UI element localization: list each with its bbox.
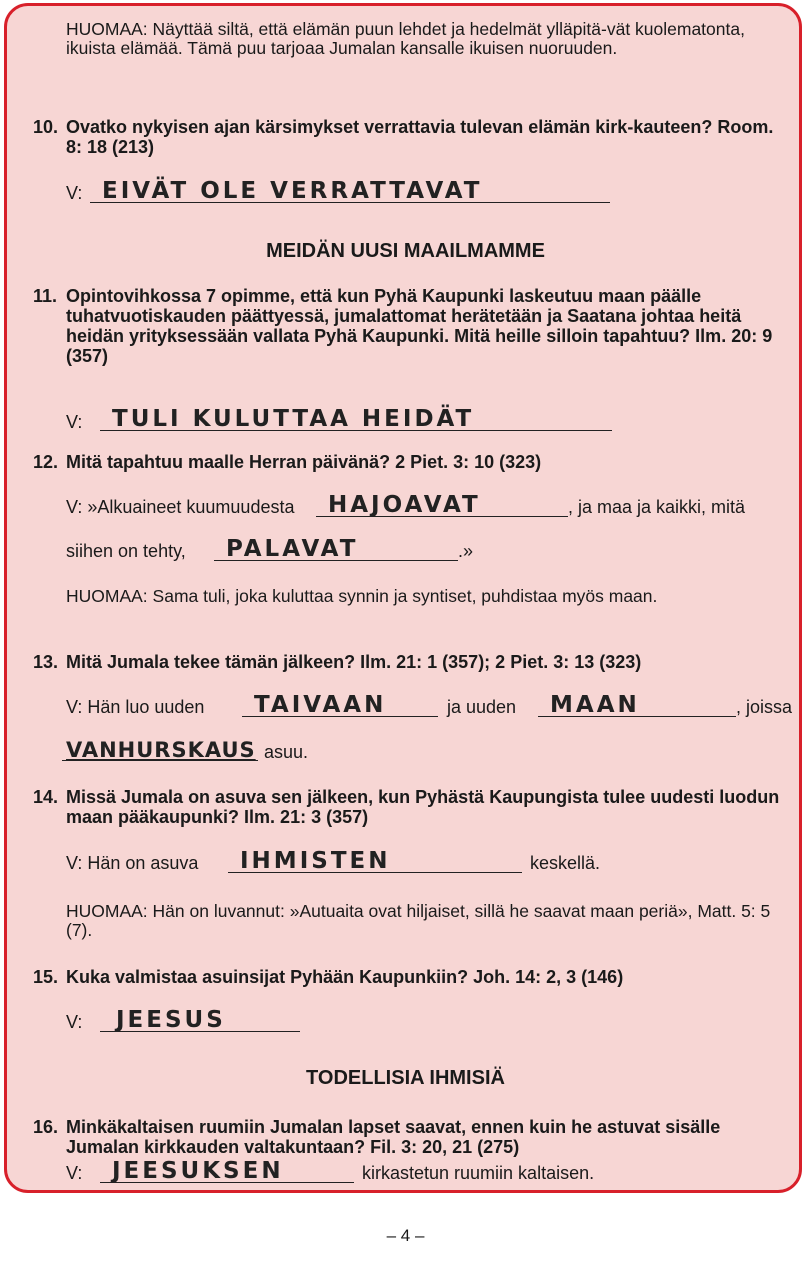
answer-text: , ja maa ja kaikki, mitä xyxy=(568,497,746,517)
answer-label: V: xyxy=(66,1012,83,1032)
question-number: 14. xyxy=(33,787,59,807)
answer-text: keskellä. xyxy=(530,853,601,873)
handwritten-answer: TULI KULUTTAA HEIDÄT xyxy=(112,406,475,432)
question-13 xyxy=(33,652,780,672)
question-number: 13. xyxy=(33,652,59,672)
answer-text: kirkastetun ruumiin kaltaisen. xyxy=(362,1163,595,1183)
handwritten-answer: HAJOAVAT xyxy=(328,492,481,518)
question-text: Mitä tapahtuu maalle Herran päivänä? 2 Piet. 3: 10 (323) xyxy=(66,452,542,472)
question-12 xyxy=(33,452,778,472)
handwritten-answer: VANHURSKAUS xyxy=(66,738,256,762)
answer-field[interactable] xyxy=(100,404,612,431)
question-text: Mitä Jumala tekee tämän jälkeen? Ilm. 21: 1 (357); 2 Piet. 3: 13 (323) xyxy=(66,652,642,672)
question-text: Ovatko nykyisen ajan kärsimykset verrattavia tulevan elämän kirk-kauteen? Room. 8: 18 (213) xyxy=(66,117,774,157)
question-number: 10. xyxy=(33,117,59,137)
question-text: Minkäkaltaisen ruumiin Jumalan lapset saavat, ennen kuin he astuvat sisälle Jumalan kirkkauden valtakuntaan? Fil. 3: 20, 21 (275) xyxy=(66,1117,721,1157)
answer-text: siihen on tehty, xyxy=(66,541,186,561)
answer-field[interactable] xyxy=(90,176,610,203)
question-10 xyxy=(33,117,778,157)
question-text: Kuka valmistaa asuinsijat Pyhään Kaupunkiin? Joh. 14: 2, 3 (146) xyxy=(66,967,624,987)
answer-field[interactable] xyxy=(316,490,568,517)
answer-text: .» xyxy=(458,541,474,561)
question-number: 15. xyxy=(33,967,59,987)
answer-text: V: »Alkuaineet kuumuudesta xyxy=(66,497,295,517)
handwritten-answer: PALAVAT xyxy=(226,536,359,562)
handwritten-answer: TAIVAAN xyxy=(254,692,387,718)
question-15 xyxy=(33,967,780,987)
question-number: 16. xyxy=(33,1117,59,1137)
handwritten-answer: MAAN xyxy=(550,692,640,718)
answer-field[interactable] xyxy=(228,846,522,873)
answer-label: V: xyxy=(66,183,83,203)
section-heading: TODELLISIA IHMISIÄ xyxy=(306,1067,505,1089)
question-number: 12. xyxy=(33,452,59,472)
answer-label: V: xyxy=(66,1163,83,1183)
answer-field[interactable] xyxy=(62,734,258,761)
question-text: Opintovihkossa 7 opimme, että kun Pyhä Kaupunki laskeutuu maan päälle tuhatvuotiskauden päättyessä, jumalattomat herätetään ja Saatana johtaa heitä heidän yrityksessään vallata Pyhä Kaupunki. Mitä heille silloin tapahtuu? Ilm. 20: 9 (357) xyxy=(66,286,773,366)
answer-text: asuu. xyxy=(264,742,309,762)
handwritten-answer: IHMISTEN xyxy=(240,848,391,874)
answer-label: V: xyxy=(66,412,83,432)
answer-text: V: Hän on asuva xyxy=(66,853,199,873)
answer-text: V: Hän luo uuden xyxy=(66,697,205,717)
question-14 xyxy=(33,787,780,827)
handwritten-answer: JEESUKSEN xyxy=(112,1158,284,1184)
answer-field[interactable] xyxy=(100,1005,300,1032)
answer-field[interactable] xyxy=(100,1156,354,1183)
note-tree-of-life: HUOMAA: Näyttää siltä, että elämän puun lehdet ja hedelmät ylläpitä-vät kuolematonta, ikuista elämää. Tämä puu tarjoaa Jumalan kansalle ikuisen nuoruuden. xyxy=(66,19,745,58)
section-heading: MEIDÄN UUSI MAAILMAMME xyxy=(266,240,545,262)
answer-text: , joissa xyxy=(736,697,793,717)
question-11 xyxy=(33,286,780,366)
answer-text: ja uuden xyxy=(447,697,517,717)
answer-field[interactable] xyxy=(242,690,438,717)
handwritten-answer: EIVÄT OLE VERRATTAVAT xyxy=(102,178,483,204)
question-text: Missä Jumala on asuva sen jälkeen, kun Pyhästä Kaupungista tulee uudesti luodun maan pääkaupunki? Ilm. 21: 3 (357) xyxy=(66,787,780,827)
answer-field[interactable] xyxy=(214,534,458,561)
question-number: 11. xyxy=(33,286,58,306)
answer-field[interactable] xyxy=(538,690,736,717)
page-number: – 4 – xyxy=(386,1226,425,1245)
question-16 xyxy=(33,1117,780,1157)
handwritten-answer: JEESUS xyxy=(116,1007,226,1033)
note-promise: HUOMAA: Hän on luvannut: »Autuaita ovat hiljaiset, sillä he saavat maan periä», Matt. 5: 5 (7). xyxy=(66,901,771,940)
note-fire: HUOMAA: Sama tuli, joka kuluttaa synnin ja syntiset, puhdistaa myös maan. xyxy=(66,586,658,606)
